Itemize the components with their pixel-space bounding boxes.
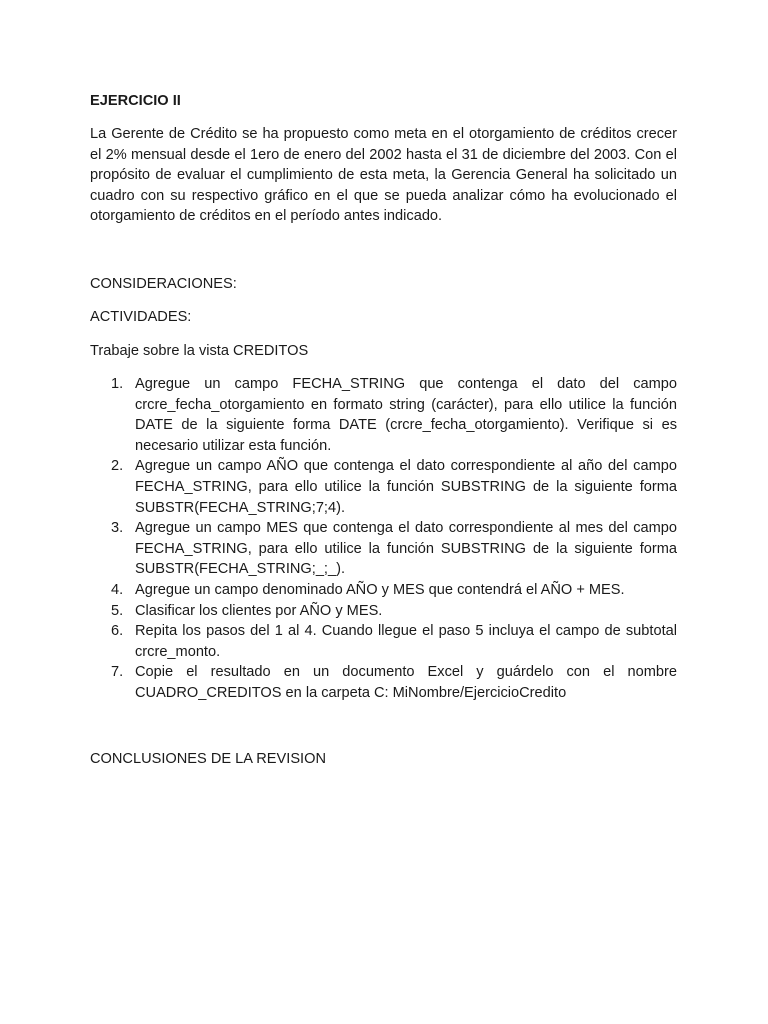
document-title: EJERCICIO II — [90, 93, 181, 109]
list-item-text: Agregue un campo FECHA_STRING que contenga el dato del campo crcre_fecha_otorgamiento en formato string (carácter), para ello utilice la función DATE de la siguiente forma DATE (crcre_fecha_otorgamiento). Verifique si es necesario utilizar esta función. — [135, 376, 677, 454]
list-item-text: Agregue un campo MES que contenga el dato correspondiente al mes del campo FECHA_STRING, para ello utilice la función SUBSTRING de la siguiente forma SUBSTR(FECHA_STRING;_;_). — [135, 520, 677, 578]
list-item-text: Repita los pasos del 1 al 4. Cuando llegue el paso 5 incluya el campo de subtotal crcre_monto. — [135, 623, 677, 660]
activities-list — [90, 374, 677, 704]
list-item-text: Agregue un campo denominado AÑO y MES que contendrá el AÑO + MES. — [135, 581, 625, 598]
intro-paragraph: La Gerente de Crédito se ha propuesto como meta en el otorgamiento de créditos crecer el 2% mensual desde el 1ero de enero del 2002 hasta el 31 de diciembre del 2003. Con el propósito de evaluar el cumplimiento de esta meta, la Gerencia General ha solicitado un cuadro con su respectivo gráfico en el que se pueda analizar cómo ha evolucionado el otorgamiento de créditos en el período antes indicado. — [90, 126, 677, 225]
list-item-number: 3. — [111, 520, 124, 537]
conclusiones-heading: CONCLUSIONES DE LA REVISION — [90, 751, 326, 767]
list-item — [90, 518, 677, 580]
list-item-text: Clasificar los clientes por AÑO y MES. — [135, 602, 383, 619]
list-item-number: 2. — [111, 458, 124, 475]
list-item — [90, 601, 677, 622]
trabaje-instruction: Trabaje sobre la vista CREDITOS — [90, 343, 309, 359]
list-item-text: Copie el resultado en un documento Excel y guárdelo con el nombre CUADRO_CREDITOS en la carpeta C: MiNombre/EjercicioCredito — [135, 664, 677, 701]
consideraciones-heading: CONSIDERACIONES: — [90, 276, 237, 292]
list-item — [90, 662, 677, 703]
list-item — [90, 580, 677, 601]
list-item-number: 1. — [111, 376, 124, 392]
actividades-heading: ACTIVIDADES: — [90, 309, 192, 325]
list-item-number: 5. — [111, 602, 124, 619]
list-item — [90, 456, 677, 518]
list-item-text: Agregue un campo AÑO que contenga el dato correspondiente al año del campo FECHA_STRING, para ello utilice la función SUBSTRING de la siguiente forma SUBSTR(FECHA_STRING;7;4). — [135, 458, 677, 516]
list-item-number: 7. — [111, 664, 124, 681]
list-item-number: 4. — [111, 581, 124, 598]
list-item — [90, 374, 677, 456]
list-item-number: 6. — [111, 623, 124, 640]
list-item — [90, 621, 677, 662]
